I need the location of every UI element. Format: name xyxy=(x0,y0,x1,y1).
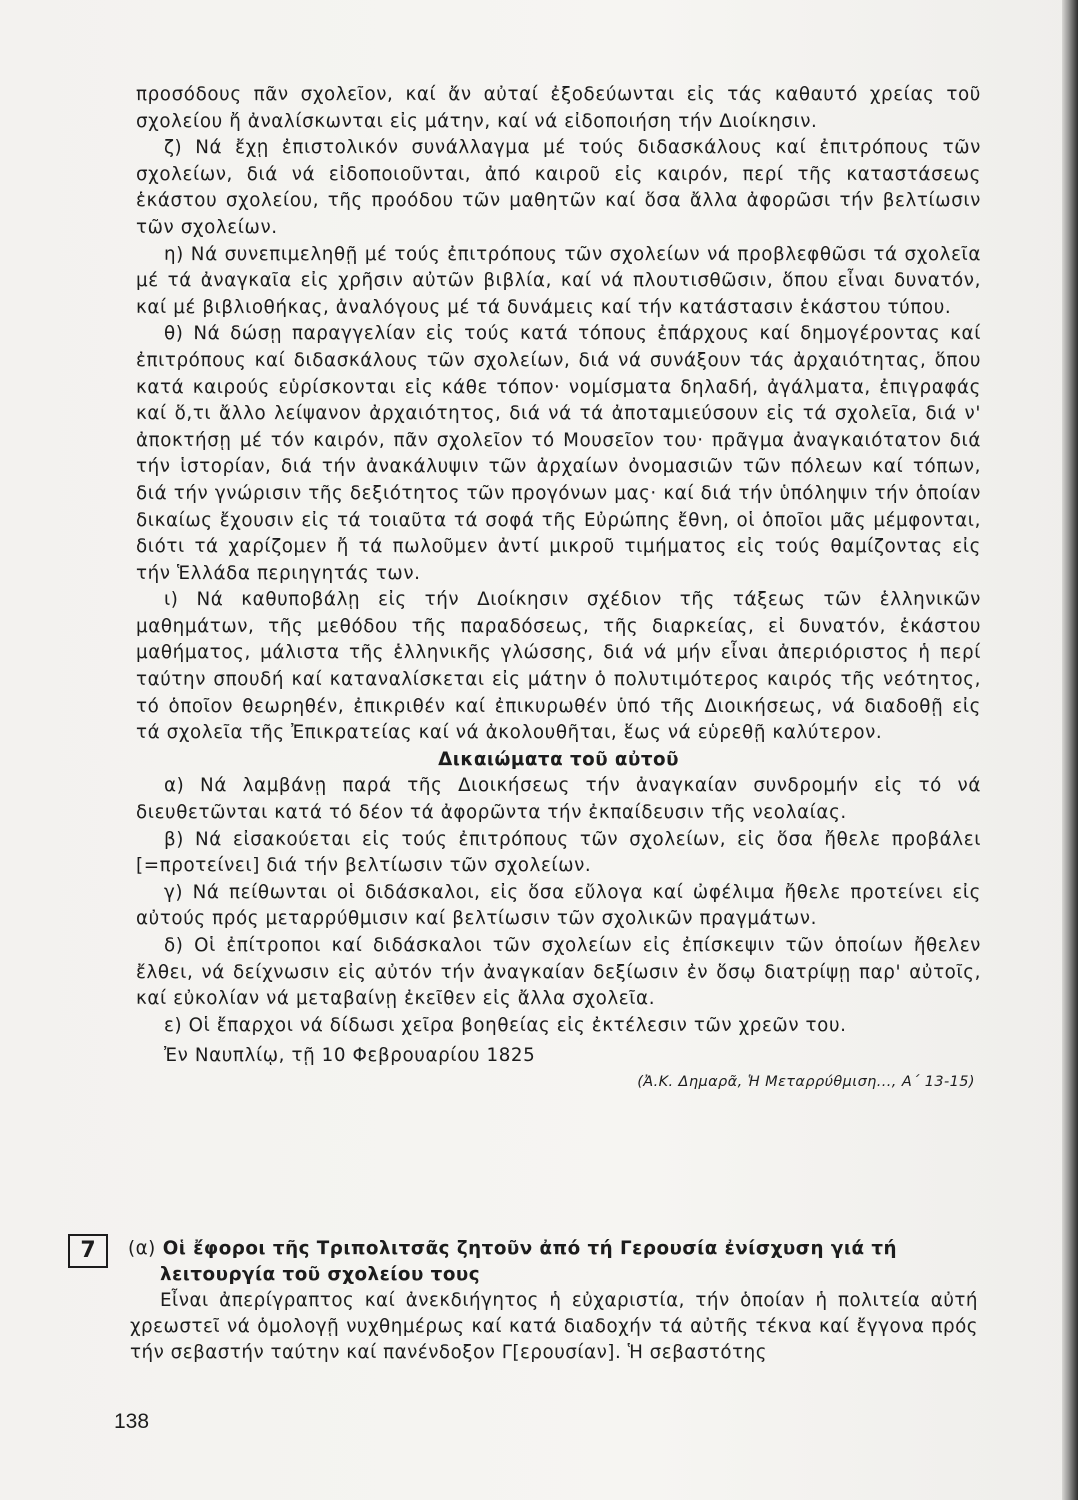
document-7-text: Εἶναι ἀπερίγραπτος καί ἀνεκδιήγητος ἡ εὐχαριστία, τήν ὁποίαν ἡ πολιτεία αὐτή χρεωστεῖ νά ὁμολογῇ νυχθημέρως καί κατά διαδοχήν τά αὐτῆς τέκνα καί ἔγγονα πρός τήν σεβαστήν ταύτην καί πανένδοξον Γ[ερουσίαν]. Ἡ σεβαστότης xyxy=(130,1290,978,1363)
clause-eta: η) Νά συνεπιμεληθῇ μέ τούς ἐπιτρόπους τῶν σχολείων νά προβλεφθῶσι τά σχολεῖα μέ τά ἀναγκαῖα εἰς χρῆσιν αὐτῶν βιβλία, καί νά πλουτισθῶσιν, ὅπου εἶναι δυνατόν, καί μέ βιβλιοθήκας, ἀναλόγους μέ τά δυνάμεις καί τήν κατάστασιν ἑκάστου τύπου. xyxy=(136,243,981,318)
section-heading: Δικαιώματα τοῦ αὐτοῦ xyxy=(438,748,679,770)
right-gamma: γ) Νά πείθωνται οἱ διδάσκαλοι, εἰς ὅσα εὔλογα καί ὠφέλιμα ἤθελε προτείνει εἰς αὐτούς πρός μεταρρύθμισιν καί βελτίωσιν τῶν σχολικῶν πραγμάτων. xyxy=(136,881,981,930)
citation: (Ἀ.Κ. Δημαρᾶ, Ἡ Μεταρρύθμιση..., Α΄ 13-15) xyxy=(637,1073,975,1090)
document-7-label: (α) xyxy=(128,1238,156,1259)
document-7-title xyxy=(128,1236,978,1288)
clause-theta: θ) Νά δώσῃ παραγγελίαν εἰς τούς κατά τόπους ἐπάρχους καί δημογέροντας καί ἐπιτρόπους καί διδασκάλους τῶν σχολείων, διά νά συνάξουν τάς ἀρχαιότητας, ὅπου κατά καιρούς εὑρίσκονται εἰς κάθε τόπον· νομίσματα δηλαδή, ἀγάλματα, ἐπιγραφάς καί ὅ,τι ἄλλο λείψανον ἀρχαιότητος, διά νά τά ἀποταμιεύσουν εἰς τά σχολεῖα, διά ν' ἀποκτήσῃ μέ τόν καιρόν, πᾶν σχολεῖον τό Μουσεῖον του· πρᾶγμα ἀναγκαιότατον διά τήν ἱστορίαν, διά τήν ἀνακάλυψιν τῶν ἀρχαίων ὀνομασιῶν τῶν πόλεων καί τόπων, διά τήν γνώρισιν τῆς δεξιότητος τῶν προγόνων μας· καί διά τήν ὑπόληψιν τήν ὁποίαν δικαίως ἔχουσιν εἰς τά τοιαῦτα τά σοφά τῆς Εὐρώπης ἔθνη, οἱ ὁποῖοι μᾶς μέμφονται, διότι τά χαρίζομεν ἤ τά πωλοῦμεν ἀντί μικροῦ τιμήματος εἰς τούς θαμίζοντας εἰς τήν Ἑλλάδα περιηγητάς των. xyxy=(136,323,981,584)
right-epsilon: ε) Οἱ ἔπαρχοι νά δίδωσι χεῖρα βοηθείας εἰς ἐκτέλεσιν τῶν χρεῶν του. xyxy=(164,1014,847,1036)
right-beta: β) Νά εἰσακούεται εἰς τούς ἐπιτρόπους τῶν σχολείων, εἰς ὅσα ἤθελε προβάλει [=προτείνει] διά τήν βελτίωσιν τῶν σχολείων. xyxy=(136,828,981,877)
page-number: 138 xyxy=(114,1410,150,1433)
document-number-box: 7 xyxy=(68,1234,108,1268)
main-text xyxy=(136,82,981,1094)
document-7-title-text: Οἱ ἔφοροι τῆς Τριπολιτσᾶς ζητοῦν ἀπό τή Γερουσία ἐνίσχυση γιά τή λειτουργία τοῦ σχολείου τους xyxy=(160,1238,898,1285)
right-alpha: α) Νά λαμβάνῃ παρά τῆς Διοικήσεως τήν ἀναγκαίαν συνδρομήν εἰς τό νά διευθετῶνται κατά τό δέον τά ἀφορῶντα τήν ἐκπαίδευσιν τῆς νεολαίας. xyxy=(136,775,981,824)
paragraph-continued: προσόδους πᾶν σχολεῖον, καί ἄν αὐταί ἐξοδεύωνται εἰς τάς καθαυτό χρείας τοῦ σχολείου ἤ ἀναλίσκωνται εἰς μάτην, καί νά εἰδοποιήση τήν Διοίκησιν. xyxy=(136,84,981,132)
clause-iota: ι) Νά καθυποβάλῃ εἰς τήν Διοίκησιν σχέδιον τῆς τάξεως τῶν ἑλληνικῶν μαθημάτων, τῆς μεθόδου τῆς παραδόσεως, τῆς διαρκείας, εἰ δυνατόν, ἑκάστου μαθήματος, μάλιστα τῆς ἑλληνικῆς γλώσσης, διά νά μήν εἶναι ἀπεριόριστος ἡ περί ταύτην σπουδή καί καταναλίσκεται εἰς μάτην ὁ πολυτιμότερος καιρός τῆς νεότητος, τό ὁποῖον θεωρηθέν, ἐπικριθέν καί ἐπικυρωθέν ὑπό τῆς Διοικήσεως, νά διαδοθῇ εἰς τά σχολεῖα τῆς Ἐπικρατείας καί νά ἀκολουθῆται, ἕως νά εὑρεθῇ καλύτερον. xyxy=(136,589,981,744)
document-7 xyxy=(128,1236,978,1366)
right-delta: δ) Οἱ ἐπίτροποι καί διδάσκαλοι τῶν σχολείων εἰς ἐπίσκεψιν τῶν ὁποίων ἤθελεν ἔλθει, νά δείχνωσιν εἰς αὐτόν τήν ἀναγκαίαν δεξίωσιν ἐν ὅσῳ διατρίψῃ παρ' αὐτοῖς, καί εὐκολίαν νά μεταβαίνῃ ἐκεῖθεν εἰς ἄλλα σχολεῖα. xyxy=(136,935,981,1010)
clause-zeta: ζ) Νά ἔχῃ ἐπιστολικόν συνάλλαγμα μέ τούς διδασκάλους καί ἐπιτρόπους τῶν σχολείων, διά νά εἰδοποιοῦνται, ἀπό καιροῦ εἰς καιρόν, περί τῆς καταστάσεως ἑκάστου σχολείου, τῆς προόδου τῶν μαθητῶν καί ὅσα ἄλλα ἀφορῶσι τήν βελτίωσιν τῶν σχολείων. xyxy=(136,137,981,238)
page-binding-edge xyxy=(1062,0,1078,1500)
place-date: Ἐν Ναυπλίῳ, τῇ 10 Φεβρουαρίου 1825 xyxy=(164,1045,536,1067)
